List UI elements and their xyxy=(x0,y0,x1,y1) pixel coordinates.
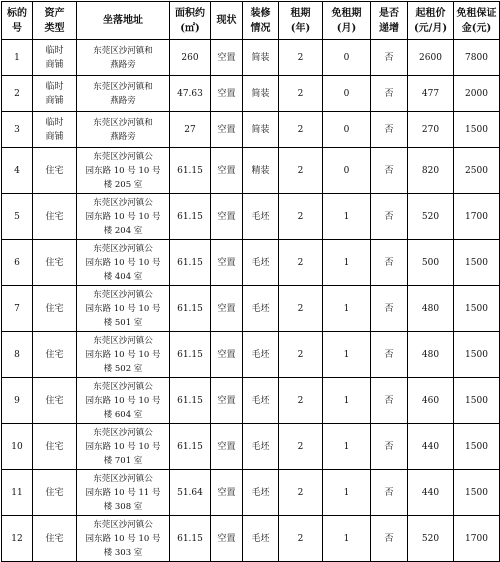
table-row xyxy=(2,470,500,516)
cell-increment: 否 xyxy=(371,470,408,516)
cell-address xyxy=(77,112,170,148)
header-status xyxy=(211,2,243,40)
cell-deposit: 1500 xyxy=(454,424,500,470)
cell-asset-type xyxy=(33,286,77,332)
cell-line: 商铺 xyxy=(45,59,64,70)
cell-deposit: 1500 xyxy=(454,470,500,516)
cell-rent-free: 0 xyxy=(323,76,371,112)
cell-start-price: 440 xyxy=(408,470,454,516)
cell-line: 园东路 10 号 10 号 xyxy=(85,165,161,176)
rental-listing-table xyxy=(1,1,500,562)
cell-line: 楼 604 室 xyxy=(103,409,143,420)
cell-decoration: 简装 xyxy=(243,40,279,76)
cell-area: 27 xyxy=(170,112,211,148)
cell-rent-free: 1 xyxy=(323,470,371,516)
table-row xyxy=(2,516,500,562)
cell-line: 东莞区沙河镇公 xyxy=(93,473,153,484)
cell-asset-type xyxy=(33,240,77,286)
cell-decoration: 毛坯 xyxy=(243,424,279,470)
cell-rent-free: 1 xyxy=(323,240,371,286)
cell-deposit: 7800 xyxy=(454,40,500,76)
cell-deposit: 1500 xyxy=(454,378,500,424)
cell-increment: 否 xyxy=(371,516,408,562)
cell-start-price: 477 xyxy=(408,76,454,112)
cell-start-price: 270 xyxy=(408,112,454,148)
cell-lease-term: 2 xyxy=(279,332,323,378)
cell-start-price: 2600 xyxy=(408,40,454,76)
cell-line: 燕路旁 xyxy=(110,95,136,106)
cell-start-price: 520 xyxy=(408,516,454,562)
cell-lease-term: 2 xyxy=(279,148,323,194)
cell-line: 标的 xyxy=(7,7,27,19)
cell-line: 号 xyxy=(12,22,22,34)
cell-status: 空置 xyxy=(211,76,243,112)
cell-line: 住宅 xyxy=(45,303,64,314)
cell-line: 东莞区沙河镇公 xyxy=(93,519,153,530)
cell-area: 47.63 xyxy=(170,76,211,112)
cell-lease-term: 2 xyxy=(279,516,323,562)
cell-id: 12 xyxy=(2,516,33,562)
cell-decoration: 毛坯 xyxy=(243,194,279,240)
cell-line: 情况 xyxy=(250,22,271,34)
cell-id: 11 xyxy=(2,470,33,516)
cell-line: 住宅 xyxy=(45,165,64,176)
cell-line: (元/月) xyxy=(413,22,448,34)
cell-line: 住宅 xyxy=(45,257,64,268)
cell-asset-type xyxy=(33,40,77,76)
cell-area: 61.15 xyxy=(170,424,211,470)
table-row xyxy=(2,76,500,112)
cell-line: 园东路 10 号 10 号 xyxy=(85,211,161,222)
cell-asset-type xyxy=(33,516,77,562)
cell-line: 园东路 10 号 11 号 xyxy=(85,487,161,498)
cell-increment: 否 xyxy=(371,332,408,378)
cell-line: 免租保证 xyxy=(456,7,497,19)
cell-decoration: 精装 xyxy=(243,148,279,194)
cell-status: 空置 xyxy=(211,112,243,148)
cell-address xyxy=(77,424,170,470)
cell-increment: 否 xyxy=(371,286,408,332)
cell-line: 坐落地址 xyxy=(103,15,143,26)
cell-asset-type xyxy=(33,76,77,112)
header-deposit xyxy=(454,2,500,40)
cell-rent-free: 1 xyxy=(323,378,371,424)
cell-line: 东莞区沙河镇和 xyxy=(93,117,153,128)
cell-increment: 否 xyxy=(371,148,408,194)
table-row xyxy=(2,286,500,332)
cell-deposit: 2500 xyxy=(454,148,500,194)
cell-address xyxy=(77,148,170,194)
cell-status: 空置 xyxy=(211,286,243,332)
cell-area: 61.15 xyxy=(170,194,211,240)
header-start-price xyxy=(408,2,454,40)
header-increment xyxy=(371,2,408,40)
cell-increment: 否 xyxy=(371,194,408,240)
cell-line: 商铺 xyxy=(45,131,64,142)
cell-increment: 否 xyxy=(371,240,408,286)
table-row xyxy=(2,40,500,76)
cell-area: 61.15 xyxy=(170,148,211,194)
cell-line: 东莞区沙河镇公 xyxy=(93,243,153,254)
cell-increment: 否 xyxy=(371,76,408,112)
cell-decoration: 毛坯 xyxy=(243,378,279,424)
cell-id: 2 xyxy=(2,76,33,112)
cell-deposit: 2000 xyxy=(454,76,500,112)
cell-line: 装修 xyxy=(250,7,271,19)
cell-lease-term: 2 xyxy=(279,194,323,240)
cell-rent-free: 1 xyxy=(323,194,371,240)
cell-address xyxy=(77,470,170,516)
cell-lease-term: 2 xyxy=(279,112,323,148)
cell-line: (月) xyxy=(336,22,357,34)
cell-line: 楼 501 室 xyxy=(103,317,143,328)
cell-area: 61.15 xyxy=(170,240,211,286)
cell-lease-term: 2 xyxy=(279,240,323,286)
cell-line: 商铺 xyxy=(45,95,64,106)
cell-line: 园东路 10 号 10 号 xyxy=(85,441,161,452)
cell-line: 临时 xyxy=(45,117,64,128)
cell-line: 东莞区沙河镇和 xyxy=(93,45,153,56)
cell-status: 空置 xyxy=(211,516,243,562)
cell-asset-type xyxy=(33,112,77,148)
cell-line: 楼 303 室 xyxy=(103,547,143,558)
cell-asset-type xyxy=(33,470,77,516)
cell-area: 61.15 xyxy=(170,516,211,562)
cell-address xyxy=(77,194,170,240)
cell-status: 空置 xyxy=(211,424,243,470)
cell-increment: 否 xyxy=(371,424,408,470)
cell-line: 现状 xyxy=(216,15,237,26)
cell-status: 空置 xyxy=(211,332,243,378)
cell-asset-type xyxy=(33,194,77,240)
cell-increment: 否 xyxy=(371,112,408,148)
cell-rent-free: 0 xyxy=(323,40,371,76)
cell-line: 园东路 10 号 10 号 xyxy=(85,533,161,544)
cell-line: 住宅 xyxy=(45,395,64,406)
cell-status: 空置 xyxy=(211,148,243,194)
cell-line: 临时 xyxy=(45,81,64,92)
cell-decoration: 毛坯 xyxy=(243,240,279,286)
cell-line: 递增 xyxy=(379,22,399,34)
cell-line: 资产 xyxy=(44,7,65,19)
cell-line: 东莞区沙河镇和 xyxy=(93,81,153,92)
cell-start-price: 520 xyxy=(408,194,454,240)
cell-deposit: 1700 xyxy=(454,194,500,240)
cell-lease-term: 2 xyxy=(279,378,323,424)
cell-line: 园东路 10 号 10 号 xyxy=(85,257,161,268)
cell-status: 空置 xyxy=(211,240,243,286)
cell-line: 租期 xyxy=(290,7,311,19)
cell-line: 东莞区沙河镇公 xyxy=(93,335,153,346)
cell-status: 空置 xyxy=(211,470,243,516)
cell-decoration: 毛坯 xyxy=(243,470,279,516)
header-id xyxy=(2,2,33,40)
cell-line: 东莞区沙河镇公 xyxy=(93,197,153,208)
cell-decoration: 毛坯 xyxy=(243,332,279,378)
cell-id: 1 xyxy=(2,40,33,76)
cell-line: 楼 404 室 xyxy=(103,271,143,282)
cell-lease-term: 2 xyxy=(279,424,323,470)
cell-address xyxy=(77,240,170,286)
cell-lease-term: 2 xyxy=(279,470,323,516)
cell-line: 起租价 xyxy=(415,7,446,19)
cell-start-price: 820 xyxy=(408,148,454,194)
table-header-row xyxy=(2,2,500,40)
cell-rent-free: 1 xyxy=(323,516,371,562)
table-row xyxy=(2,112,500,148)
cell-id: 4 xyxy=(2,148,33,194)
cell-lease-term: 2 xyxy=(279,40,323,76)
cell-id: 10 xyxy=(2,424,33,470)
cell-start-price: 500 xyxy=(408,240,454,286)
cell-area: 61.15 xyxy=(170,378,211,424)
cell-rent-free: 1 xyxy=(323,332,371,378)
cell-start-price: 440 xyxy=(408,424,454,470)
cell-line: 燕路旁 xyxy=(110,59,136,70)
cell-decoration: 简装 xyxy=(243,112,279,148)
cell-line: 燕路旁 xyxy=(110,131,136,142)
cell-line: 东莞区沙河镇公 xyxy=(93,289,153,300)
cell-id: 9 xyxy=(2,378,33,424)
cell-increment: 否 xyxy=(371,40,408,76)
table-row xyxy=(2,148,500,194)
cell-line: 楼 205 室 xyxy=(103,179,143,190)
cell-start-price: 480 xyxy=(408,286,454,332)
cell-line: (㎡) xyxy=(180,22,200,34)
cell-area: 61.15 xyxy=(170,332,211,378)
cell-line: (年) xyxy=(290,22,311,34)
cell-id: 5 xyxy=(2,194,33,240)
cell-deposit: 1500 xyxy=(454,286,500,332)
cell-line: 楼 308 室 xyxy=(103,501,143,512)
cell-decoration: 毛坯 xyxy=(243,286,279,332)
cell-id: 7 xyxy=(2,286,33,332)
cell-decoration: 简装 xyxy=(243,76,279,112)
cell-asset-type xyxy=(33,424,77,470)
cell-address xyxy=(77,76,170,112)
cell-asset-type xyxy=(33,332,77,378)
cell-rent-free: 1 xyxy=(323,286,371,332)
cell-line: 住宅 xyxy=(45,533,64,544)
cell-deposit: 1500 xyxy=(454,332,500,378)
cell-address xyxy=(77,516,170,562)
cell-area: 61.15 xyxy=(170,286,211,332)
cell-line: 楼 502 室 xyxy=(103,363,143,374)
cell-line: 园东路 10 号 10 号 xyxy=(85,349,161,360)
table-row xyxy=(2,240,500,286)
cell-address xyxy=(77,332,170,378)
header-address xyxy=(77,2,170,40)
cell-line: 园东路 10 号 10 号 xyxy=(85,395,161,406)
cell-line: 楼 204 室 xyxy=(103,225,143,236)
table-row xyxy=(2,378,500,424)
cell-address xyxy=(77,286,170,332)
cell-line: 楼 701 室 xyxy=(103,455,143,466)
table-row xyxy=(2,424,500,470)
cell-address xyxy=(77,40,170,76)
cell-asset-type xyxy=(33,148,77,194)
cell-line: 东莞区沙河镇公 xyxy=(93,427,153,438)
cell-status: 空置 xyxy=(211,40,243,76)
cell-increment: 否 xyxy=(371,378,408,424)
cell-line: 是否 xyxy=(379,7,399,19)
cell-area: 260 xyxy=(170,40,211,76)
cell-line: 住宅 xyxy=(45,487,64,498)
cell-id: 3 xyxy=(2,112,33,148)
cell-line: 东莞区沙河镇公 xyxy=(93,381,153,392)
cell-line: 东莞区沙河镇公 xyxy=(93,151,153,162)
cell-asset-type xyxy=(33,378,77,424)
cell-lease-term: 2 xyxy=(279,76,323,112)
cell-line: 临时 xyxy=(45,45,64,56)
cell-id: 6 xyxy=(2,240,33,286)
cell-line: 住宅 xyxy=(45,441,64,452)
cell-decoration: 毛坯 xyxy=(243,516,279,562)
cell-lease-term: 2 xyxy=(279,286,323,332)
header-rent-free xyxy=(323,2,371,40)
header-decoration xyxy=(243,2,279,40)
cell-start-price: 480 xyxy=(408,332,454,378)
cell-status: 空置 xyxy=(211,194,243,240)
cell-rent-free: 0 xyxy=(323,112,371,148)
cell-line: 金(元) xyxy=(461,22,492,34)
header-lease-term xyxy=(279,2,323,40)
cell-rent-free: 0 xyxy=(323,148,371,194)
cell-deposit: 1500 xyxy=(454,112,500,148)
cell-line: 免租期 xyxy=(331,7,362,19)
cell-line: 住宅 xyxy=(45,349,64,360)
cell-start-price: 460 xyxy=(408,378,454,424)
cell-status: 空置 xyxy=(211,378,243,424)
cell-line: 类型 xyxy=(44,22,65,34)
header-asset-type xyxy=(33,2,77,40)
cell-id: 8 xyxy=(2,332,33,378)
cell-deposit: 1700 xyxy=(454,516,500,562)
cell-address xyxy=(77,378,170,424)
table-row xyxy=(2,194,500,240)
header-area xyxy=(170,2,211,40)
cell-line: 住宅 xyxy=(45,211,64,222)
cell-deposit: 1500 xyxy=(454,240,500,286)
cell-line: 面积约 xyxy=(175,7,205,19)
cell-rent-free: 1 xyxy=(323,424,371,470)
table-row xyxy=(2,332,500,378)
cell-line: 园东路 10 号 10 号 xyxy=(85,303,161,314)
cell-area: 51.64 xyxy=(170,470,211,516)
